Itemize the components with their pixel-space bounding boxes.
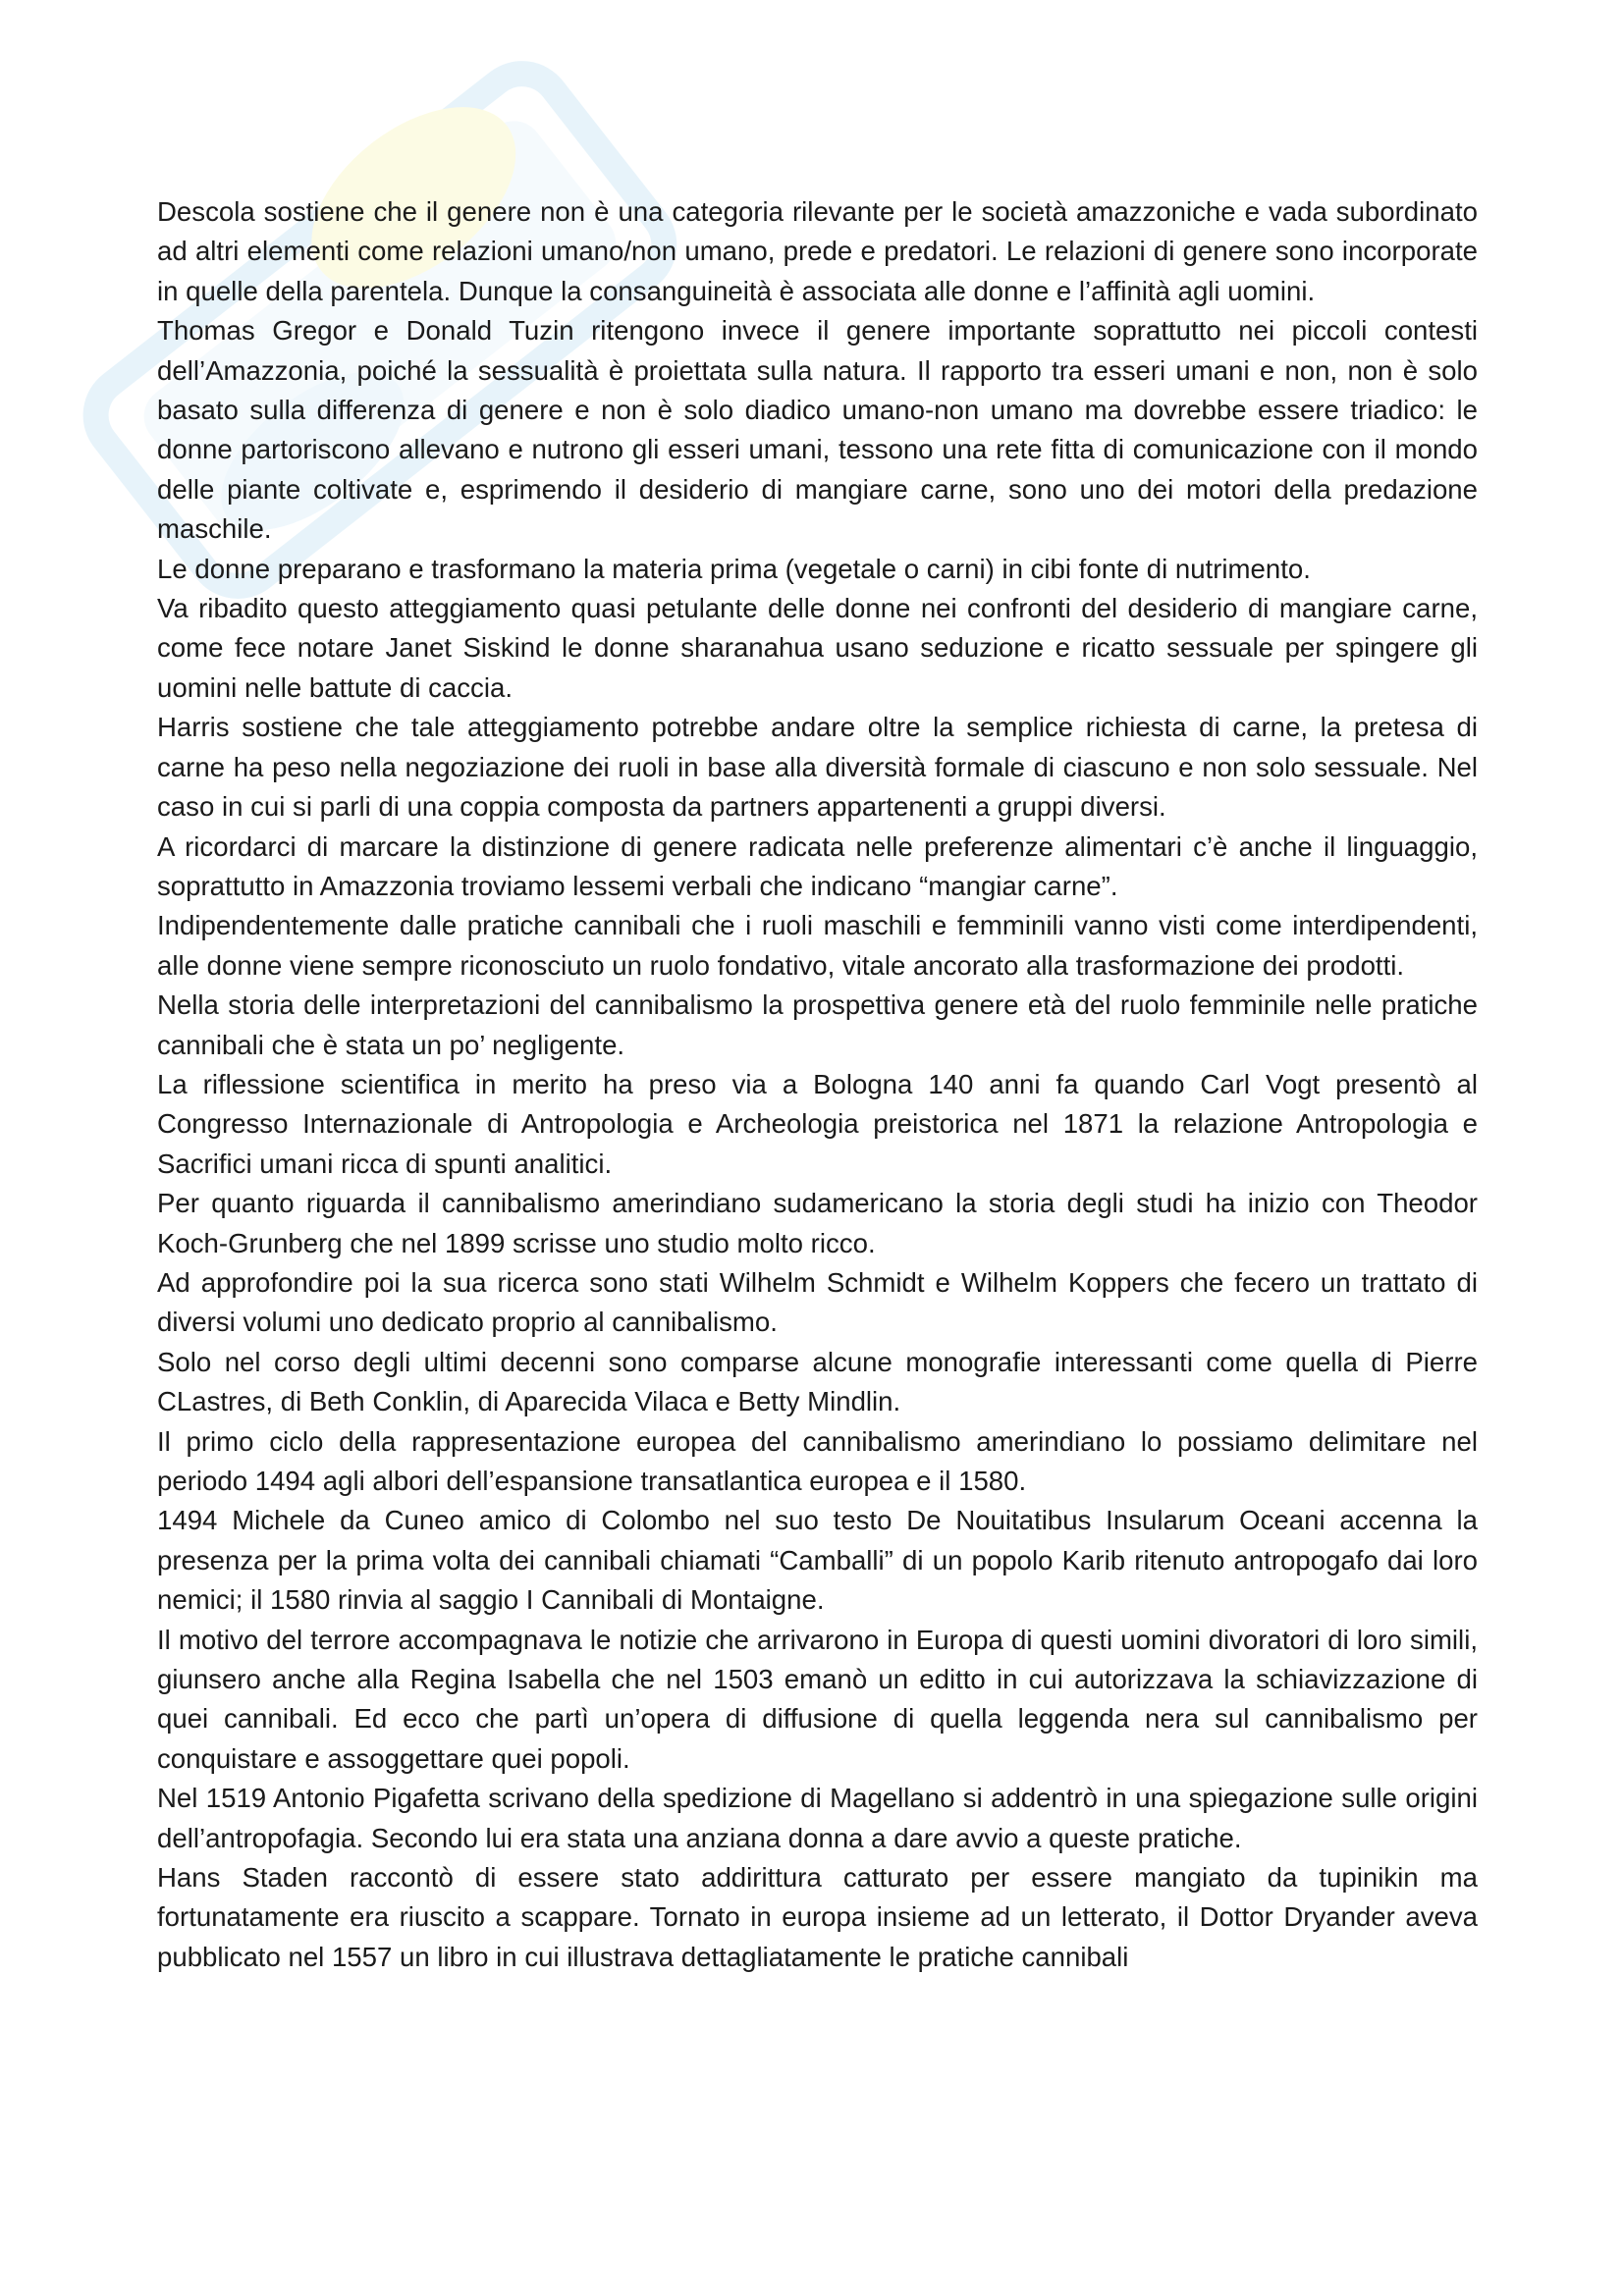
paragraph: Per quanto riguarda il cannibalismo amerindiano sudamericano la storia degli studi ha inizio con Theodor Koch-Grunberg che nel 1899 scrisse uno studio molto ricco. xyxy=(157,1188,1478,1258)
paragraph: Indipendentemente dalle pratiche cannibali che i ruoli maschili e femminili vanno visti come interdipendenti, alle donne viene sempre riconosciuto un ruolo fondativo, vitale ancorato alla trasformazione dei prodotti. xyxy=(157,910,1478,981)
paragraph: Hans Staden raccontò di essere stato addirittura catturato per essere mangiato da tupinikin ma fortunatamente era riuscito a scappare. Tornato in europa insieme ad un letterato, il Dottor Dryander aveva pubblicato nel 1557 un libro in cui illustrava dettagliatamente le pratiche cannibali xyxy=(157,1862,1478,1972)
paragraph: Solo nel corso degli ultimi decenni sono comparse alcune monografie interessanti come quella di Pierre CLastres, di Beth Conklin, di Aparecida Vilaca e Betty Mindlin. xyxy=(157,1346,1478,1417)
document-body xyxy=(157,192,1478,1977)
paragraph: Nella storia delle interpretazioni del cannibalismo la prospettiva genere età del ruolo femminile nelle pratiche cannibali che è stata un po’ negligente. xyxy=(157,989,1478,1060)
paragraph: Thomas Gregor e Donald Tuzin ritengono invece il genere importante soprattutto nei piccoli contesti dell’Amazzonia, poiché la sessualità è proiettata sulla natura. Il rapporto tra esseri umani e non, non è solo basato sulla differenza di genere e non è solo diadico umano-non umano ma dovrebbe essere triadico: le donne partoriscono allevano e nutrono gli esseri umani, tessono una rete fitta di comunicazione con il mondo delle piante coltivate e, esprimendo il desiderio di mangiare carne, sono uno dei motori della predazione maschile. xyxy=(157,315,1478,545)
paragraph: La riflessione scientifica in merito ha preso via a Bologna 140 anni fa quando Carl Vogt presentò al Congresso Internazionale di Antropologia e Archeologia preistorica nel 1871 la relazione Antropologia e Sacrifici umani ricca di spunti analitici. xyxy=(157,1068,1478,1179)
paragraph: Il motivo del terrore accompagnava le notizie che arrivarono in Europa di questi uomini divoratori di loro simili, giunsero anche alla Regina Isabella che nel 1503 emanò un editto in cui autorizzava la schiavizzazione di quei cannibali. Ed ecco che partì un’opera di diffusione di quella leggenda nera sul cannibalismo per conquistare e assoggettare quei popoli. xyxy=(157,1624,1478,1774)
paragraph: Harris sostiene che tale atteggiamento potrebbe andare oltre la semplice richiesta di carne, la pretesa di carne ha peso nella negoziazione dei ruoli in base alla diversità formale di ciascuno e non solo sessuale. Nel caso in cui si parli di una coppia composta da partners appartenenti a gruppi diversi. xyxy=(157,712,1478,823)
paragraph: Va ribadito questo atteggiamento quasi petulante delle donne nei confronti del desiderio di mangiare carne, come fece notare Janet Siskind le donne sharanahua usano seduzione e ricatto sessuale per spingere gli uomini nelle battute di caccia. xyxy=(157,593,1478,703)
paragraph: Nel 1519 Antonio Pigafetta scrivano della spedizione di Magellano si addentrò in una spiegazione sulle origini dell’antropofagia. Secondo lui era stata una anziana donna a dare avvio a queste pratiche. xyxy=(157,1783,1478,1853)
paragraph: A ricordarci di marcare la distinzione di genere radicata nelle preferenze alimentari c’è anche il linguaggio, soprattutto in Amazzonia troviamo lessemi verbali che indicano “mangiar carne”. xyxy=(157,830,1478,901)
paragraph: Descola sostiene che il genere non è una categoria rilevante per le società amazzoniche e vada subordinato ad altri elementi come relazioni umano/non umano, prede e predatori. Le relazioni di genere sono incorporate in quelle della parentela. Dunque la consanguineità è associata alle donne e l’affinità agli uomini. xyxy=(157,196,1478,306)
paragraph: Il primo ciclo della rappresentazione europea del cannibalismo amerindiano lo possiamo delimitare nel periodo 1494 agli albori dell’espansione transatlantica europea e il 1580. xyxy=(157,1425,1478,1496)
paragraph: Le donne preparano e trasformano la materia prima (vegetale o carni) in cibi fonte di nutrimento. xyxy=(157,553,1311,584)
paragraph: 1494 Michele da Cuneo amico di Colombo nel suo testo De Nouitatibus Insularum Oceani accenna la presenza per la prima volta dei cannibali chiamati “Camballi” di un popolo Karib ritenuto antropogafo dai loro nemici; il 1580 rinvia al saggio I Cannibali di Montaigne. xyxy=(157,1505,1478,1616)
paragraph: Ad approfondire poi la sua ricerca sono stati Wilhelm Schmidt e Wilhelm Koppers che fecero un trattato di diversi volumi uno dedicato proprio al cannibalismo. xyxy=(157,1266,1478,1338)
